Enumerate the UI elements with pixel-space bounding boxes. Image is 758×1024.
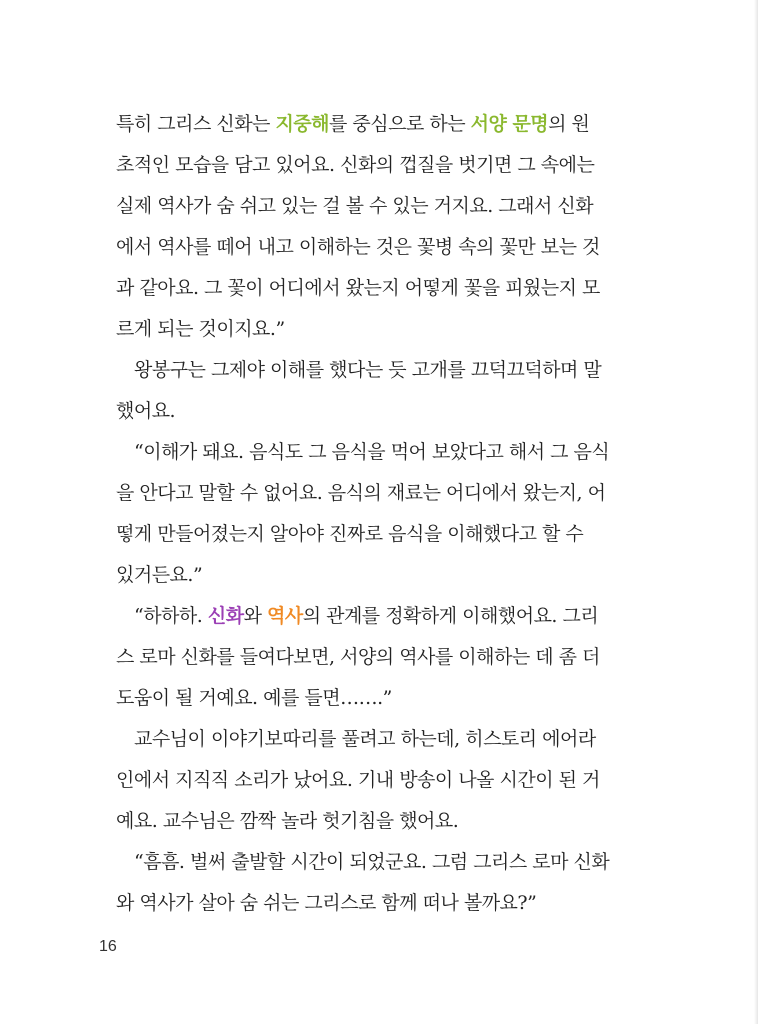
text-segment: “하하하. (134, 605, 208, 627)
text-line-2: 초적인 모습을 담고 있어요. 신화의 껍질을 벗기면 그 속에는 (116, 154, 595, 176)
text-line-6: 르게 되는 것이지요.” (116, 318, 285, 340)
text-line-17: 인에서 지직직 소리가 났어요. 기내 방송이 나올 시간이 된 거 (116, 769, 600, 791)
keyword-western-civilization: 서양 문명 (470, 113, 549, 135)
body-text (116, 104, 616, 924)
text-line-16: 교수님이 이야기보따리를 풀려고 하는데, 히스토리 에어라 (134, 728, 596, 750)
text-line-19: “흠흠. 벌써 출발할 시간이 되었군요. 그럼 그리스 로마 신화 (134, 851, 610, 873)
text-line-3: 실제 역사가 숨 쉬고 있는 걸 볼 수 있는 거지요. 그래서 신화 (116, 195, 594, 217)
keyword-history: 역사 (266, 605, 303, 627)
text-segment: 특히 그리스 신화는 (116, 113, 276, 135)
text-line-20: 와 역사가 살아 숨 쉬는 그리스로 함께 떠나 볼까요?” (116, 892, 537, 914)
text-segment: 와 (243, 605, 267, 627)
text-line-15: 도움이 될 거예요. 예를 들면…….” (116, 687, 392, 709)
text-line-14: 스 로마 신화를 들여다보면, 서양의 역사를 이해하는 데 좀 더 (116, 646, 600, 668)
text-line-5: 과 같아요. 그 꽃이 어디에서 왔는지 어떻게 꽃을 피웠는지 모 (116, 277, 600, 299)
text-line-18: 예요. 교수님은 깜짝 놀라 헛기침을 했어요. (116, 810, 459, 832)
keyword-myth: 신화 (207, 605, 244, 627)
text-line-8: 했어요. (116, 400, 176, 422)
text-line-10: 을 안다고 말할 수 없어요. 음식의 재료는 어디에서 왔는지, 어 (116, 482, 606, 504)
text-line-13 (116, 596, 616, 637)
text-line-11: 떻게 만들어졌는지 알아야 진짜로 음식을 이해했다고 할 수 (116, 523, 584, 545)
keyword-mediterranean: 지중해 (275, 113, 330, 135)
text-line-4: 에서 역사를 떼어 내고 이해하는 것은 꽃병 속의 꽃만 보는 것 (116, 236, 600, 258)
text-line-7: 왕봉구는 그제야 이해를 했다는 듯 고개를 끄덕끄덕하며 말 (134, 359, 602, 381)
text-segment: 의 관계를 정확하게 이해했어요. 그리 (302, 605, 599, 627)
page-number: 16 (99, 938, 117, 955)
text-segment: 의 원 (548, 113, 590, 135)
text-line-12: 있거든요.” (116, 564, 203, 586)
text-line-1 (116, 104, 616, 145)
text-segment: 를 중심으로 하는 (329, 113, 471, 135)
text-line-9: “이해가 돼요. 음식도 그 음식을 먹어 보았다고 해서 그 음식 (134, 441, 610, 463)
page-edge-shadow (754, 0, 758, 1024)
